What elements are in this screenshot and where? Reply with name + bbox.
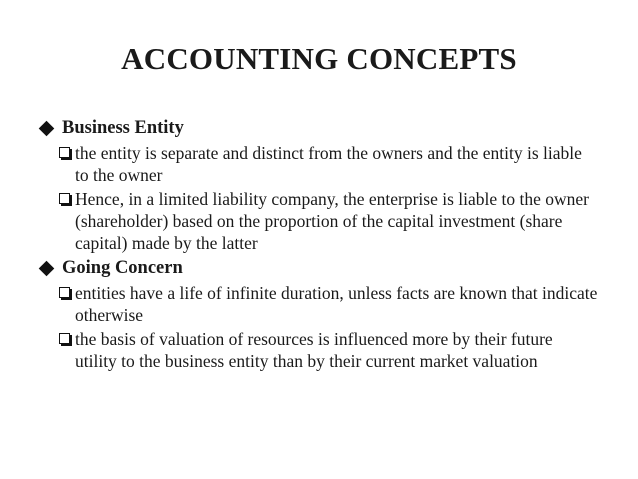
point-list [38, 282, 598, 372]
slide-title: ACCOUNTING CONCEPTS [121, 41, 517, 76]
diamond-icon [39, 121, 55, 137]
section-going-concern [38, 257, 598, 372]
section-business-entity [38, 117, 598, 254]
section-heading-text: Going Concern [62, 258, 183, 278]
checkbox-icon [59, 193, 70, 204]
point-text: the basis of valuation of resources is influenced more by their future utility to the business entity than by their current market valuation [75, 329, 553, 371]
section-heading-text: Business Entity [62, 118, 184, 138]
diamond-icon [39, 261, 55, 277]
list-item [38, 282, 598, 326]
list-item [38, 142, 598, 186]
list-item [38, 328, 598, 372]
point-text: Hence, in a limited liability company, the enterprise is liable to the owner (shareholder) based on the proportion of the capital investment (share capital) made by the latter [75, 189, 589, 253]
point-list [38, 142, 598, 254]
list-item [38, 188, 598, 254]
slide-content [38, 117, 598, 375]
checkbox-icon [59, 333, 70, 344]
checkbox-icon [59, 287, 70, 298]
point-text: the entity is separate and distinct from the owners and the entity is liable to the owner [75, 143, 582, 185]
checkbox-icon [59, 147, 70, 158]
point-text: entities have a life of infinite duration, unless facts are known that indicate otherwise [75, 283, 598, 325]
section-heading [38, 257, 598, 280]
section-heading [38, 117, 598, 140]
